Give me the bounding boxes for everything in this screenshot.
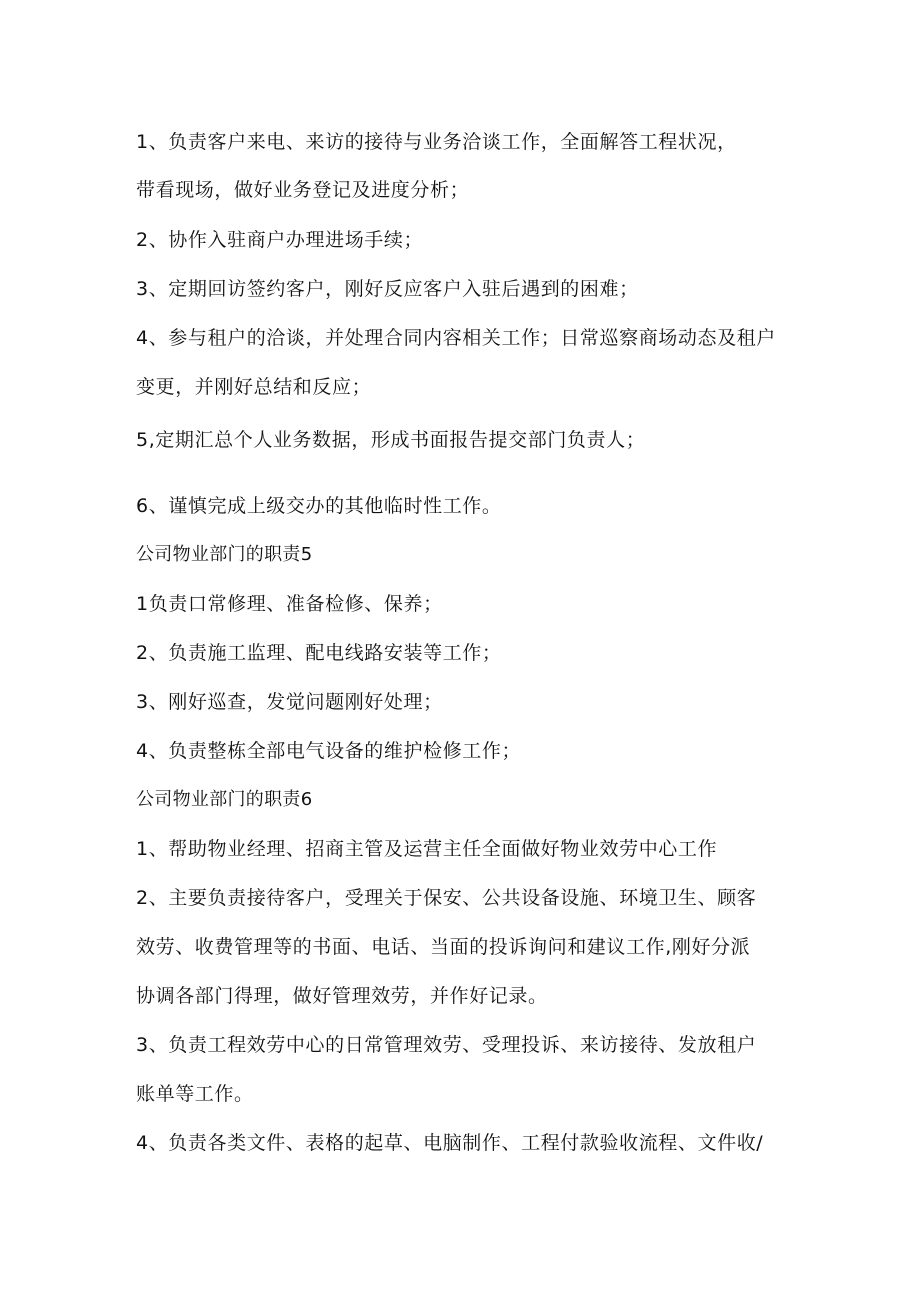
text-line: 3、刚好巡查，发觉问题刚好处理；	[136, 691, 443, 713]
section-heading: 公司物业部门的职责5	[136, 544, 313, 565]
text-line: 效劳、收费管理等的书面、电话、当面的投诉询问和建议工作,刚好分派	[136, 936, 751, 958]
text-line: 4、负责各类文件、表格的起草、电脑制作、工程付款验收流程、文件收/	[136, 1132, 764, 1154]
text-line: 2、负责施工监理、配电线路安装等工作；	[136, 642, 502, 664]
text-line: 4、参与租户的洽谈，并处理合同内容相关工作；日常巡察商场动态及租户	[136, 327, 776, 349]
text-line: 3、负责工程效劳中心的日常管理效劳、受理投诉、来访接待、发放租户	[136, 1034, 757, 1056]
text-line: 3、定期回访签约客户，刚好反应客户入驻后遇到的困难；	[136, 278, 639, 300]
text-line: 4、负责整栋全部电气设备的维护检修工作；	[136, 740, 522, 762]
text-line: 变更，并刚好总结和反应；	[136, 376, 372, 398]
text-line: 带看现场，做好业务登记及进度分析；	[136, 179, 470, 201]
text-line: 1、负责客户来电、来访的接待与业务洽谈工作，全面解答工程状况，	[136, 131, 737, 153]
text-line: 1负责口常修理、准备检修、保养；	[136, 593, 443, 615]
text-line: 2、主要负责接待客户，受理关于保安、公共设备设施、环境卫生、顾客	[136, 887, 757, 909]
text-line: 6、谨慎完成上级交办的其他临时性工作。	[136, 495, 502, 517]
text-line: 2、协作入驻商户办理进场手续；	[136, 229, 424, 251]
text-line: 账单等工作。	[136, 1083, 254, 1105]
text-line: 5,定期汇总个人业务数据，形成书面报告提交部门负责人；	[136, 429, 646, 451]
section-heading: 公司物业部门的职责6	[136, 789, 313, 810]
text-line: 1、帮助物业经理、招商主管及运营主任全面做好物业效劳中心工作	[136, 838, 718, 860]
text-line: 协调各部门得理，做好管理效劳，并作好记录。	[136, 985, 548, 1007]
